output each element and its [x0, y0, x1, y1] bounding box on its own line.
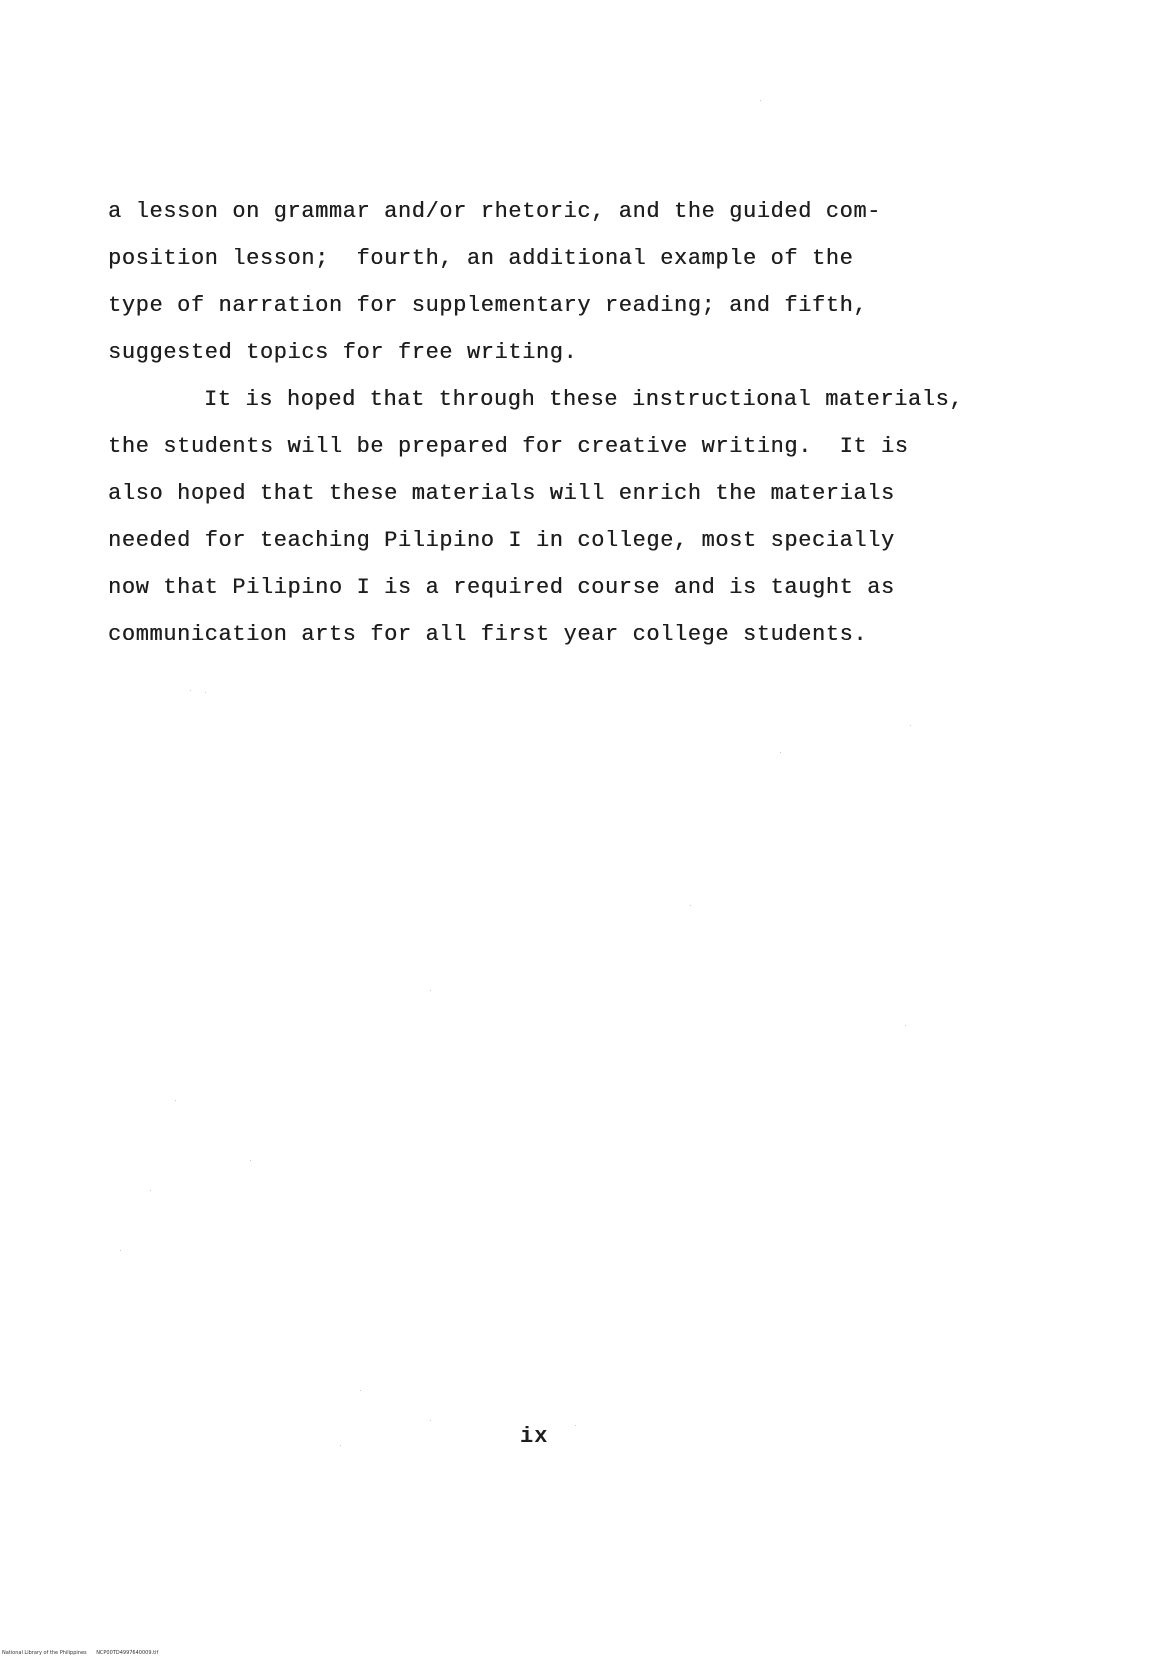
page-number: ix: [520, 1424, 549, 1449]
footer-file-id: NCP00TD4997640009.tif: [96, 1650, 159, 1656]
text-line: now that Pilipino I is a required course and is taught as: [108, 575, 895, 600]
scan-speck: [690, 905, 691, 906]
scan-speck: [760, 100, 761, 101]
scan-speck: [190, 690, 191, 691]
scan-speck: [205, 692, 206, 693]
scan-speck: [360, 1390, 361, 1391]
text-line: the students will be prepared for creative writing. It is: [108, 434, 909, 459]
scan-footer: [2, 1650, 158, 1656]
scan-speck: [150, 1190, 151, 1191]
text-line: also hoped that these materials will enrich the materials: [108, 481, 895, 506]
text-line: suggested topics for free writing.: [108, 340, 578, 365]
scan-speck: [430, 990, 431, 991]
scan-speck: [340, 1445, 341, 1446]
scan-speck: [780, 752, 781, 753]
scan-speck: [175, 1100, 176, 1101]
scan-speck: [250, 1160, 251, 1161]
footer-library: National Library of the Philippines: [2, 1650, 87, 1656]
scan-speck: [120, 1250, 121, 1251]
text-line: type of narration for supplementary reading; and fifth,: [108, 293, 868, 318]
text-line: a lesson on grammar and/or rhetoric, and the guided com-: [108, 199, 881, 224]
text-line: position lesson; fourth, an additional example of the: [108, 246, 854, 271]
text-line: needed for teaching Pilipino I in college, most specially: [108, 528, 895, 553]
text-line: communication arts for all first year college students.: [108, 622, 868, 647]
paragraph-start-line: It is hoped that through these instructional materials,: [204, 387, 964, 412]
scan-speck: [430, 1420, 431, 1421]
scan-speck: [910, 725, 911, 726]
scan-speck: [575, 1425, 576, 1426]
body-text: [108, 188, 1008, 658]
scan-speck: [905, 1025, 906, 1026]
